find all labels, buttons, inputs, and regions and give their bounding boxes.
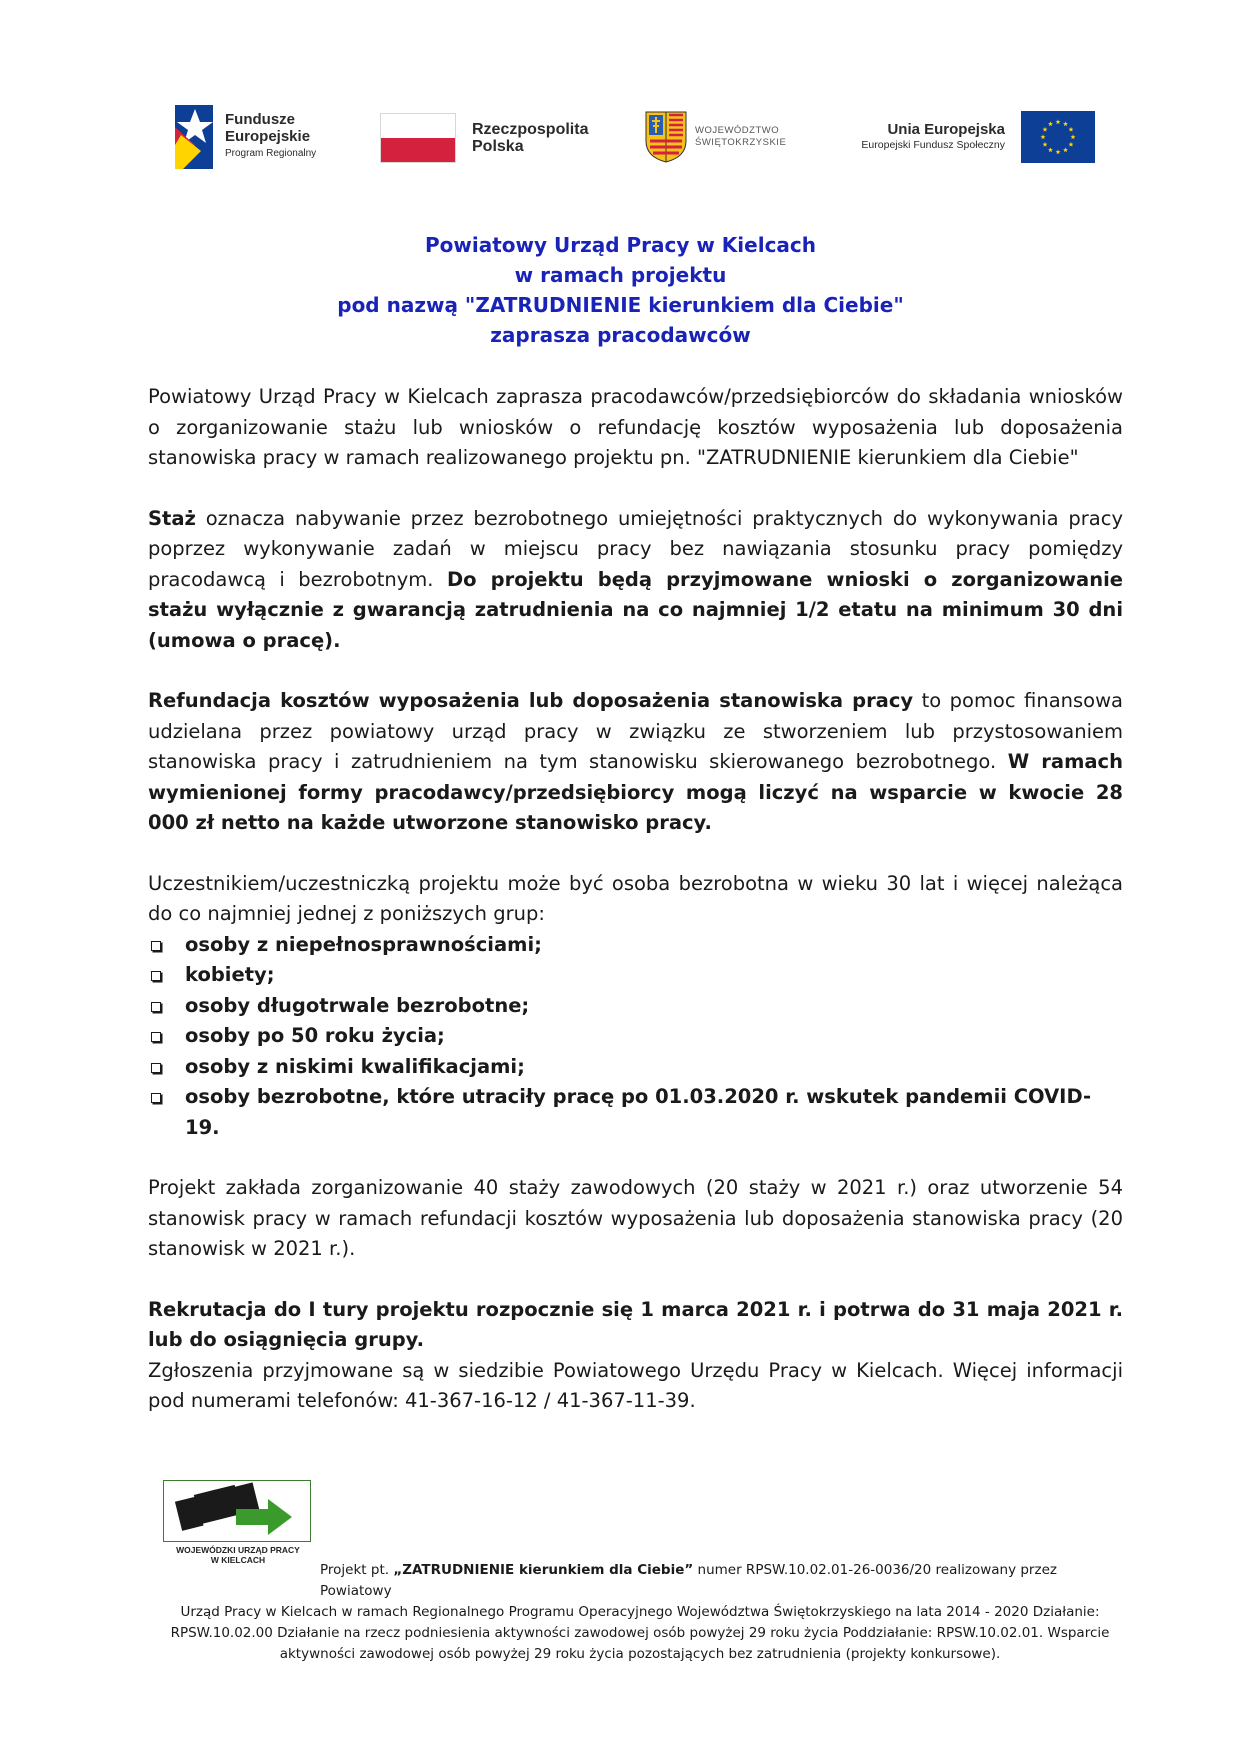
fundusze-line3: Program Regionalny	[225, 148, 317, 159]
list-item-text: osoby po 50 roku życia;	[185, 1024, 445, 1047]
staz-bold: Do projektu będą przyjmowane wnioski o zorganizowanie stażu wyłącznie z gwarancją zatrudnienia na co najmniej 1/2 etatu na minimum 30 dni (umowa o pracę).	[148, 567, 1123, 652]
wojewodztwo-logo	[645, 105, 805, 169]
unia-europejska-logo	[835, 105, 1095, 169]
fundusze-star-icon	[175, 105, 213, 169]
list-item	[148, 1021, 1123, 1052]
eligible-groups-list	[148, 930, 1123, 1144]
staz-term: Staż	[148, 506, 196, 530]
footnote-prefix: Projekt pt.	[320, 1562, 394, 1578]
square-bullet-icon	[151, 1063, 161, 1073]
poland-flag-icon	[380, 113, 456, 163]
heading-line4: zaprasza pracodawców	[490, 323, 751, 347]
wojewodztwo-line2: ŚWIĘTOKRZYSKIE	[695, 137, 787, 148]
list-item	[148, 930, 1123, 961]
wojewodztwo-line1: WOJEWÓDZTWO	[695, 125, 780, 136]
rzeczpospolita-line2: Polska	[472, 138, 524, 155]
coat-of-arms-icon	[645, 111, 687, 163]
square-bullet-icon	[151, 1002, 161, 1012]
list-item	[148, 991, 1123, 1022]
rzeczpospolita-logo	[380, 105, 610, 169]
square-bullet-icon	[151, 971, 161, 981]
logo-bar	[175, 105, 1095, 169]
projekt-paragraph: Projekt zakłada zorganizowanie 40 staży zawodowych (20 staży w 2021 r.) oraz utworzenie 54 stanowisk pracy w ramach refundacji kosztów wyposażenia lub doposażenia stanowiska pracy (20 stanowisk w 2021 r.).	[148, 1176, 1123, 1260]
project-footnote	[160, 1560, 1120, 1665]
fundusze-text	[225, 111, 316, 162]
list-item	[148, 1052, 1123, 1083]
fundusze-line1: Fundusze	[225, 111, 295, 128]
fundusze-line2: Europejskie	[225, 128, 311, 145]
list-item-text: osoby bezrobotne, które utraciły pracę po 01.03.2020 r. wskutek pandemii COVID-19.	[185, 1085, 1092, 1139]
document-body	[148, 382, 1123, 1417]
footnote-rest-first: numer RPSW.10.02.01-26-0036/20 realizowany przez Powiatowy	[320, 1562, 1057, 1599]
list-item-text: osoby z niepełnosprawnościami;	[185, 932, 542, 956]
uczestnicy-intro: Uczestnikiem/uczestniczką projektu może być osoba bezrobotna w wieku 30 lat i więcej należąca do co najmniej jednej z poniższych grup:	[148, 871, 1123, 925]
unia-text	[861, 121, 1005, 152]
list-item-text: osoby długotrwale bezrobotne;	[185, 993, 530, 1017]
wojewodztwo-text	[695, 125, 786, 149]
announcement-heading	[0, 230, 1241, 350]
heading-line3: pod nazwą "ZATRUDNIENIE kierunkiem dla Ciebie"	[337, 293, 904, 317]
unia-line1: Unia Europejska	[887, 121, 1005, 138]
list-item	[148, 1082, 1123, 1143]
square-bullet-icon	[151, 1093, 161, 1103]
eu-flag-icon	[1021, 111, 1095, 163]
square-bullet-icon	[151, 941, 161, 951]
refundacja-text: to pomoc finansowa udzielana przez powiatowy urząd pracy w związku ze stworzeniem lub przystosowaniem stanowiska pracy i zatrudnieniem na tym stanowisku skierowanego bezrobotnego.	[148, 689, 1123, 773]
heading-line2: w ramach projektu	[514, 263, 727, 287]
wup-caption-line2: W KIELCACH	[210, 1555, 266, 1565]
wup-kielce-logo	[163, 1480, 311, 1542]
list-item	[148, 960, 1123, 991]
refundacja-term: Refundacja kosztów wyposażenia lub doposażenia stanowiska pracy	[148, 689, 914, 712]
footnote-project-name: „ZATRUDNIENIE kierunkiem dla Ciebie”	[393, 1562, 694, 1578]
square-bullet-icon	[151, 1032, 161, 1042]
heading-line1: Powiatowy Urząd Pracy w Kielcach	[424, 233, 817, 257]
wup-caption-line1: WOJEWÓDZKI URZĄD PRACY	[176, 1545, 300, 1555]
refundacja-paragraph	[148, 686, 1123, 839]
zgloszenia-paragraph: Zgłoszenia przyjmowane są w siedzibie Powiatowego Urzędu Pracy w Kielcach. Więcej informacji pod numerami telefonów: 41-367-16-12 / 41-367-11-39.	[148, 1358, 1123, 1412]
refundacja-bold: W ramach wymienionej formy pracodawcy/przedsiębiorcy mogą liczyć na wsparcie w kwocie 28 000 zł netto na każde utworzone stanowisko pracy.	[148, 750, 1123, 834]
unia-line2: Europejski Fundusz Społeczny	[861, 139, 1005, 151]
staz-text: oznacza nabywanie przez bezrobotnego umiejętności praktycznych do wykonywania pracy poprzez wykonywanie zadań w miejscu pracy bez nawiązania stosunku pracy pomiędzy pracodawcą i bezrobotnym.	[148, 506, 1123, 591]
list-item-text: osoby z niskimi kwalifikacjami;	[185, 1054, 525, 1078]
staz-paragraph	[148, 504, 1123, 657]
footnote-first-line	[160, 1560, 1120, 1602]
rekrutacja-paragraph: Rekrutacja do I tury projektu rozpocznie się 1 marca 2021 r. i potrwa do 31 maja 2021 r. lub do osiągnięcia grupy.	[148, 1297, 1123, 1351]
footnote-rest: Urząd Pracy w Kielcach w ramach Regionalnego Programu Operacyjnego Województwa Świętokrzyskiego na lata 2014 - 2020 Działanie: RPSW.10.02.00 Działanie na rzecz podniesienia aktywności zawodowej osób powyżej 29 roku życia Poddziałanie: RPSW.10.02.01. Wsparcie aktywności zawodowej osób powyżej 29 roku życia pozostających bez zatrudnienia (projekty konkursowe).	[170, 1604, 1110, 1662]
wup-cards-arrow-icon	[164, 1481, 309, 1540]
rzeczpospolita-text	[472, 121, 588, 155]
rzeczpospolita-line1: Rzeczpospolita	[472, 121, 589, 138]
list-item-text: kobiety;	[185, 963, 275, 986]
intro-paragraph: Powiatowy Urząd Pracy w Kielcach zaprasza pracodawców/przedsiębiorców do składania wniosków o zorganizowanie stażu lub wniosków o refundację kosztów wyposażenia lub doposażenia stanowiska pracy w ramach realizowanego projektu pn. "ZATRUDNIENIE kierunkiem dla Ciebie"	[148, 385, 1123, 469]
fundusze-europejskie-logo	[175, 105, 345, 169]
